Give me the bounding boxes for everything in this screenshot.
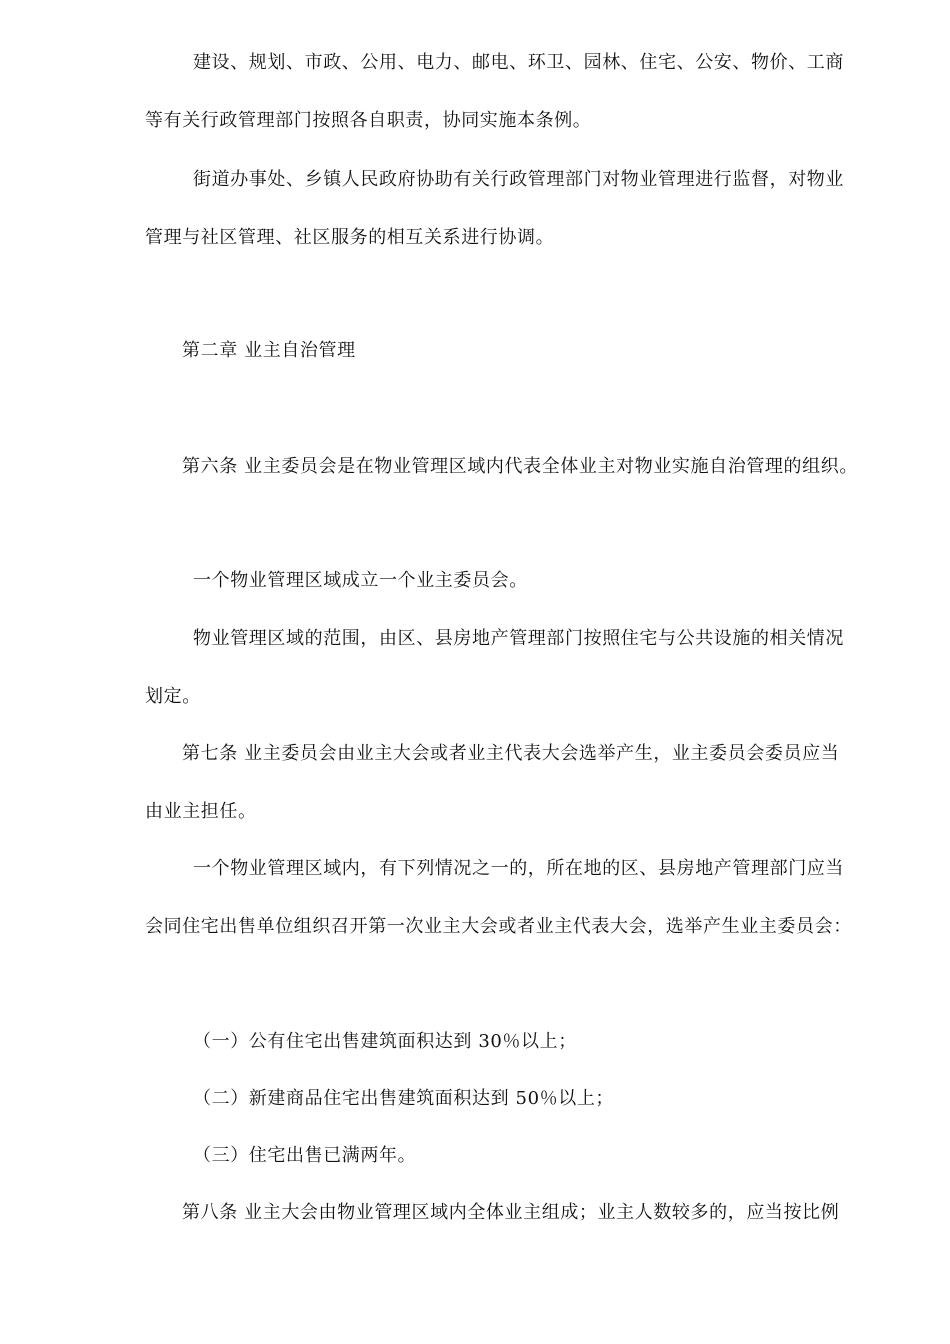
article-line: 第八条 业主大会由物业管理区域内全体业主组成；业主人数较多的，应当按比例 — [182, 1202, 840, 1223]
list-item: （三）住宅出售已满两年。 — [193, 1145, 417, 1166]
paragraph-line: 街道办事处、乡镇人民政府协助有关行政管理部门对物业管理进行监督，对物业 — [193, 169, 844, 190]
article-line: 第六条 业主委员会是在物业管理区域内代表全体业主对物业实施自治管理的组织。 — [182, 456, 858, 477]
paragraph-line: 等有关行政管理部门按照各自职责，协同实施本条例。 — [145, 110, 592, 131]
paragraph-line: 建设、规划、市政、公用、电力、邮电、环卫、园林、住宅、公安、物价、工商 — [193, 52, 844, 73]
paragraph-line: 一个物业管理区域成立一个业主委员会。 — [193, 570, 528, 591]
paragraph-line: 会同住宅出售单位组织召开第一次业主大会或者业主代表大会，选举产生业主委员会： — [145, 916, 852, 937]
article-line: 第七条 业主委员会由业主大会或者业主代表大会选举产生，业主委员会委员应当 — [182, 743, 840, 764]
paragraph-line: 管理与社区管理、社区服务的相互关系进行协调。 — [145, 227, 555, 248]
paragraph-line: 由业主担任。 — [145, 801, 257, 822]
paragraph-line: 划定。 — [145, 686, 201, 707]
paragraph-line: 物业管理区域的范围，由区、县房地产管理部门按照住宅与公共设施的相关情况 — [193, 628, 844, 649]
chapter-heading: 第二章 业主自治管理 — [182, 340, 356, 361]
paragraph-line: 一个物业管理区域内，有下列情况之一的，所在地的区、县房地产管理部门应当 — [193, 858, 844, 879]
list-item: （二）新建商品住宅出售建筑面积达到 50％以上； — [193, 1088, 615, 1109]
list-item: （一）公有住宅出售建筑面积达到 30％以上； — [193, 1031, 577, 1052]
